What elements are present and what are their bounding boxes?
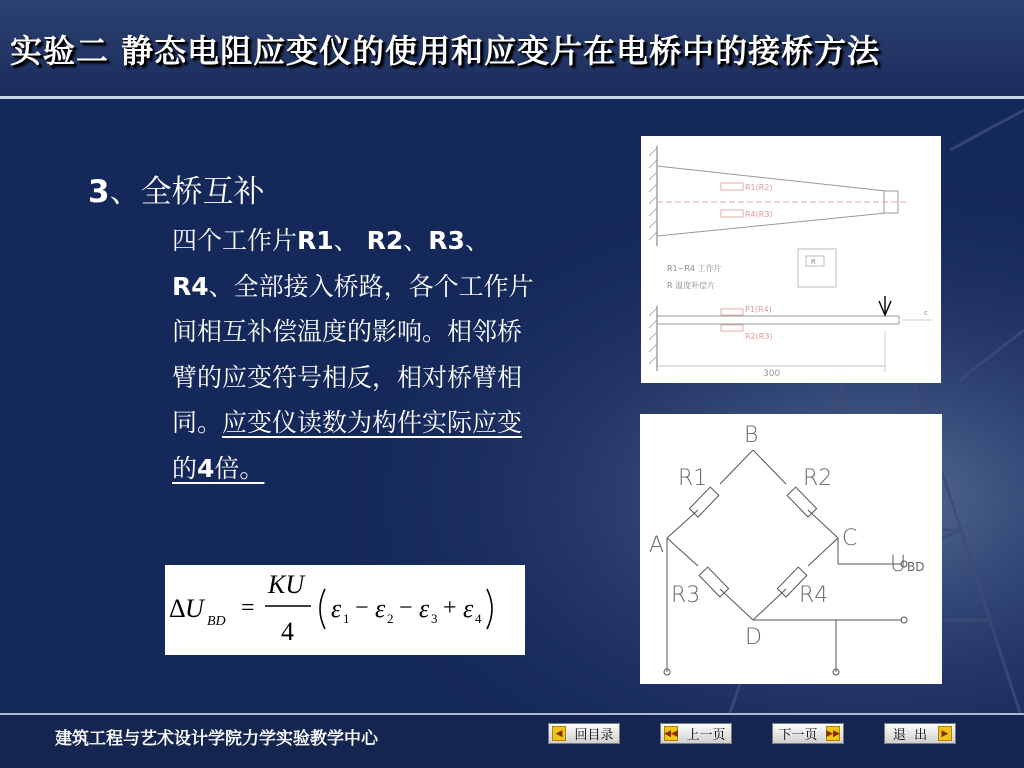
- footer-divider: [0, 713, 1024, 715]
- resistor-r3: [699, 567, 728, 597]
- comp-label: R: [811, 258, 816, 266]
- gauge-label-bot-1: P1(R4): [745, 305, 772, 314]
- fast-forward-icon: ▶▶: [826, 726, 840, 741]
- prev-page-label: 上一页: [686, 728, 726, 743]
- header-divider: [0, 96, 1024, 99]
- skip-back-icon: ◀: [552, 726, 566, 741]
- formula-u-subscript: BD: [207, 614, 226, 629]
- rewind-icon: ◀◀: [664, 726, 678, 741]
- formula-paren-right: [487, 589, 492, 629]
- para-r2: R2: [366, 226, 404, 255]
- next-page-button[interactable]: [772, 723, 844, 744]
- wall-hatch-top: [649, 148, 657, 240]
- legend-line-1: R1~R4 工作片: [667, 264, 722, 273]
- r3-label: R3: [671, 583, 701, 608]
- arm-r4-d: [753, 589, 786, 620]
- formula-op-2: −: [399, 595, 413, 621]
- formula-delta: Δ: [169, 594, 186, 623]
- formula-denominator: 4: [281, 617, 294, 646]
- section-title: 、全桥互补: [109, 174, 265, 210]
- prev-page-button[interactable]: [660, 723, 732, 744]
- node-d-label: D: [745, 625, 762, 650]
- gauge-side-1: [721, 309, 743, 315]
- para-conclusion-text: 应变仪读数为构件实际应变的: [172, 408, 523, 483]
- para-conclusion-number: 4: [197, 453, 215, 483]
- bridge-formula: [165, 565, 525, 655]
- arm-r3-d: [720, 589, 753, 620]
- formula-sub-4: 4: [475, 611, 482, 626]
- para-r1: R1: [297, 226, 334, 255]
- home-button-label: 回目录: [574, 728, 614, 743]
- arm-b-r1: [720, 450, 753, 484]
- gauge-label-top-1: R1(R2): [745, 183, 773, 192]
- para-sep-1: 、: [333, 226, 367, 255]
- exit-button-label: 退 出: [892, 728, 928, 743]
- gauge-r4: [721, 210, 743, 217]
- description-paragraph: [172, 218, 542, 491]
- exit-arrow-icon: ▶: [938, 726, 952, 741]
- arm-r1-a: [667, 510, 698, 538]
- gauge-r1: [721, 183, 743, 190]
- wall-hatch-bottom: [649, 308, 657, 364]
- formula-equals: =: [241, 595, 255, 621]
- resistor-r2: [787, 487, 816, 517]
- section-heading: [88, 166, 265, 211]
- formula-sub-1: 1: [343, 611, 350, 626]
- node-b-label: B: [744, 423, 759, 448]
- para-r3: R3: [428, 226, 465, 255]
- formula-paren-left: [320, 589, 325, 629]
- next-page-label: 下一页: [778, 728, 818, 743]
- node-c-label: C: [842, 526, 858, 551]
- arm-b-r2: [753, 450, 786, 484]
- ubd-subscript: BD: [907, 560, 925, 574]
- gauge-label-bot-2: R2(R3): [745, 332, 773, 341]
- formula-epsilon-1: ε: [331, 594, 342, 623]
- formula-u: U: [185, 594, 204, 623]
- node-a-label: A: [649, 533, 665, 558]
- r1-label: R1: [678, 466, 708, 491]
- exit-button[interactable]: [884, 723, 956, 744]
- formula-sub-3: 3: [431, 611, 438, 626]
- formula-epsilon-4: ε: [463, 594, 474, 623]
- dimension-label: 300: [763, 369, 781, 379]
- r4-label: R4: [799, 583, 829, 608]
- arm-r2-c: [808, 510, 838, 538]
- formula-epsilon-3: ε: [419, 594, 430, 623]
- para-sep-3: 、: [464, 226, 490, 255]
- formula-epsilon-2: ε: [375, 594, 386, 623]
- arm-a-r3: [667, 538, 698, 566]
- legend-line-2: R 温度补偿片: [667, 281, 716, 290]
- footer-organization: 建筑工程与艺术设计学院力学实验教学中心: [55, 729, 378, 749]
- para-text-2: 、全部接入桥路，各个工作片间相互补偿温度的影响。相邻桥臂的应变符号相反，相对桥臂相同。: [172, 271, 534, 437]
- wheatstone-bridge-figure: [640, 414, 942, 684]
- gauge-side-2: [721, 325, 743, 331]
- formula-numerator: KU: [268, 570, 305, 599]
- comp-block: [798, 249, 836, 287]
- gauge-label-top-2: R4(R3): [745, 210, 773, 219]
- para-sep-2: 、: [403, 226, 429, 255]
- para-text-1: 四个工作片: [172, 226, 298, 255]
- ubd-label: U: [890, 552, 907, 577]
- r2-label: R2: [803, 466, 833, 491]
- home-button[interactable]: [548, 723, 620, 744]
- section-number: 3: [88, 174, 110, 210]
- resistor-r1: [689, 487, 718, 517]
- formula-op-3: +: [443, 595, 457, 621]
- para-conclusion-end: 倍。: [214, 453, 265, 483]
- page-title: 实验二 静态电阻应变仪的使用和应变片在电桥中的接桥方法: [10, 32, 881, 70]
- c-label: c: [924, 309, 928, 317]
- cantilever-beam-figure: [641, 136, 941, 383]
- arm-c-r4: [808, 538, 838, 566]
- formula-sub-2: 2: [387, 611, 394, 626]
- formula-op-1: −: [355, 595, 369, 621]
- para-r4: R4: [172, 271, 209, 301]
- para-conclusion: [172, 408, 522, 483]
